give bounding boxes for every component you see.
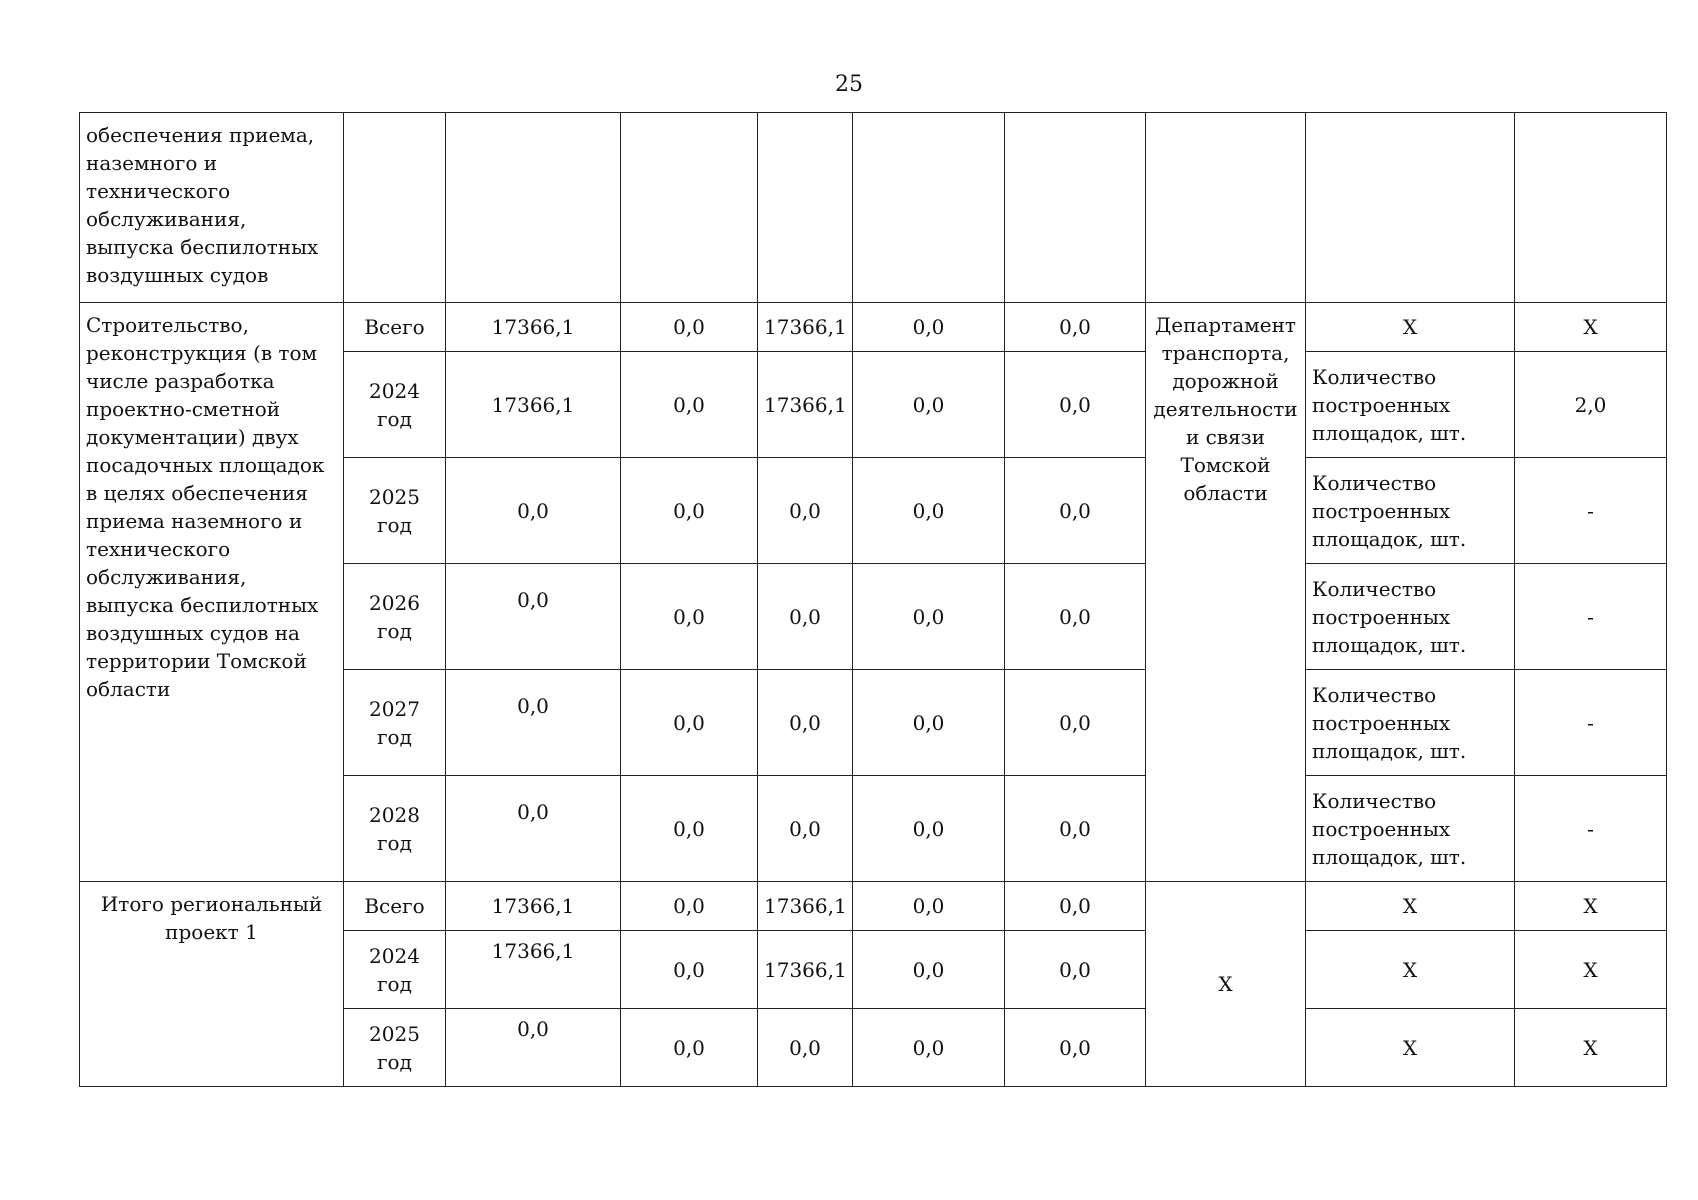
value-cell: 0,0 <box>1005 458 1146 564</box>
indicator-value-cell: 2,0 <box>1515 352 1667 458</box>
value-cell: 0,0 <box>1005 352 1146 458</box>
value-cell: 0,0 <box>621 776 758 882</box>
value-cell: 0,0 <box>621 931 758 1009</box>
department-cell: Департамент транспорта, дорожной деятельности и связи Томской области <box>1146 303 1306 882</box>
value-cell: 0,0 <box>1005 303 1146 352</box>
value-cell: 0,0 <box>621 564 758 670</box>
value-cell: 0,0 <box>1005 776 1146 882</box>
value-cell: 0,0 <box>1005 882 1146 931</box>
period-cell: 2027 год <box>344 670 446 776</box>
value-cell: 0,0 <box>853 931 1005 1009</box>
value-cell: 0,0 <box>621 670 758 776</box>
value-cell: 0,0 <box>1005 564 1146 670</box>
period-cell: Всего <box>344 882 446 931</box>
project-total-name: Итого региональный проект 1 <box>80 882 344 1087</box>
value-cell: 17366,1 <box>758 931 853 1009</box>
total-cell: 0,0 <box>446 776 621 882</box>
total-cell: 17366,1 <box>446 882 621 931</box>
period-cell: 2024 год <box>344 352 446 458</box>
table-row <box>80 303 1667 352</box>
value-cell: 17366,1 <box>758 882 853 931</box>
value-cell: 0,0 <box>758 1009 853 1087</box>
value-cell: 0,0 <box>1005 670 1146 776</box>
value-cell: 0,0 <box>853 882 1005 931</box>
value-cell: 0,0 <box>758 564 853 670</box>
indicator-cell: Х <box>1306 882 1515 931</box>
indicator-cell: Количество построенных площадок, шт. <box>1306 352 1515 458</box>
empty-cell <box>1146 113 1306 303</box>
page-number: 25 <box>835 72 863 97</box>
department-cell: Х <box>1146 882 1306 1087</box>
empty-cell <box>344 113 446 303</box>
value-cell: 17366,1 <box>758 352 853 458</box>
period-cell: 2025 год <box>344 1009 446 1087</box>
empty-cell <box>621 113 758 303</box>
value-cell: 0,0 <box>621 458 758 564</box>
indicator-value-cell: - <box>1515 670 1667 776</box>
total-cell: 17366,1 <box>446 303 621 352</box>
budget-table <box>79 112 1667 1087</box>
value-cell: 0,0 <box>853 564 1005 670</box>
continuation-row <box>80 113 1667 303</box>
value-cell: 0,0 <box>853 776 1005 882</box>
value-cell: 0,0 <box>853 670 1005 776</box>
total-cell: 0,0 <box>446 670 621 776</box>
indicator-value-cell: Х <box>1515 1009 1667 1087</box>
value-cell: 0,0 <box>758 776 853 882</box>
empty-cell <box>853 113 1005 303</box>
indicator-cell: Количество построенных площадок, шт. <box>1306 564 1515 670</box>
empty-cell <box>1515 113 1667 303</box>
measure-name-continuation: обеспечения приема, наземного и технического обслуживания, выпуска беспилотных воздушных судов <box>80 113 344 303</box>
value-cell: 0,0 <box>758 670 853 776</box>
value-cell: 0,0 <box>621 882 758 931</box>
value-cell: 0,0 <box>621 303 758 352</box>
value-cell: 0,0 <box>853 1009 1005 1087</box>
indicator-cell: Количество построенных площадок, шт. <box>1306 458 1515 564</box>
value-cell: 0,0 <box>1005 931 1146 1009</box>
empty-cell <box>758 113 853 303</box>
value-cell: 0,0 <box>621 352 758 458</box>
total-cell: 17366,1 <box>446 352 621 458</box>
indicator-cell: Х <box>1306 303 1515 352</box>
table-row <box>80 882 1667 931</box>
indicator-cell: Количество построенных площадок, шт. <box>1306 776 1515 882</box>
value-cell: 0,0 <box>853 352 1005 458</box>
period-cell: 2025 год <box>344 458 446 564</box>
indicator-value-cell: Х <box>1515 931 1667 1009</box>
period-cell: 2028 год <box>344 776 446 882</box>
value-cell: 0,0 <box>758 458 853 564</box>
total-cell: 17366,1 <box>446 931 621 1009</box>
empty-cell <box>1005 113 1146 303</box>
indicator-value-cell: - <box>1515 776 1667 882</box>
indicator-value-cell: Х <box>1515 882 1667 931</box>
period-cell: 2024 год <box>344 931 446 1009</box>
measure-name: Строительство, реконструкция (в том числе разработка проектно-сметной документации) двух посадочных площадок в целях обеспечения приема наземного и технического обслуживания, выпуска беспилотных воздушных судов на территории Томской области <box>80 303 344 882</box>
indicator-value-cell: Х <box>1515 303 1667 352</box>
empty-cell <box>446 113 621 303</box>
empty-cell <box>1306 113 1515 303</box>
indicator-value-cell: - <box>1515 458 1667 564</box>
period-cell: 2026 год <box>344 564 446 670</box>
indicator-cell: Х <box>1306 931 1515 1009</box>
total-cell: 0,0 <box>446 458 621 564</box>
value-cell: 17366,1 <box>758 303 853 352</box>
total-cell: 0,0 <box>446 564 621 670</box>
total-cell: 0,0 <box>446 1009 621 1087</box>
indicator-value-cell: - <box>1515 564 1667 670</box>
value-cell: 0,0 <box>853 458 1005 564</box>
indicator-cell: Количество построенных площадок, шт. <box>1306 670 1515 776</box>
value-cell: 0,0 <box>621 1009 758 1087</box>
value-cell: 0,0 <box>1005 1009 1146 1087</box>
indicator-cell: Х <box>1306 1009 1515 1087</box>
period-cell: Всего <box>344 303 446 352</box>
value-cell: 0,0 <box>853 303 1005 352</box>
